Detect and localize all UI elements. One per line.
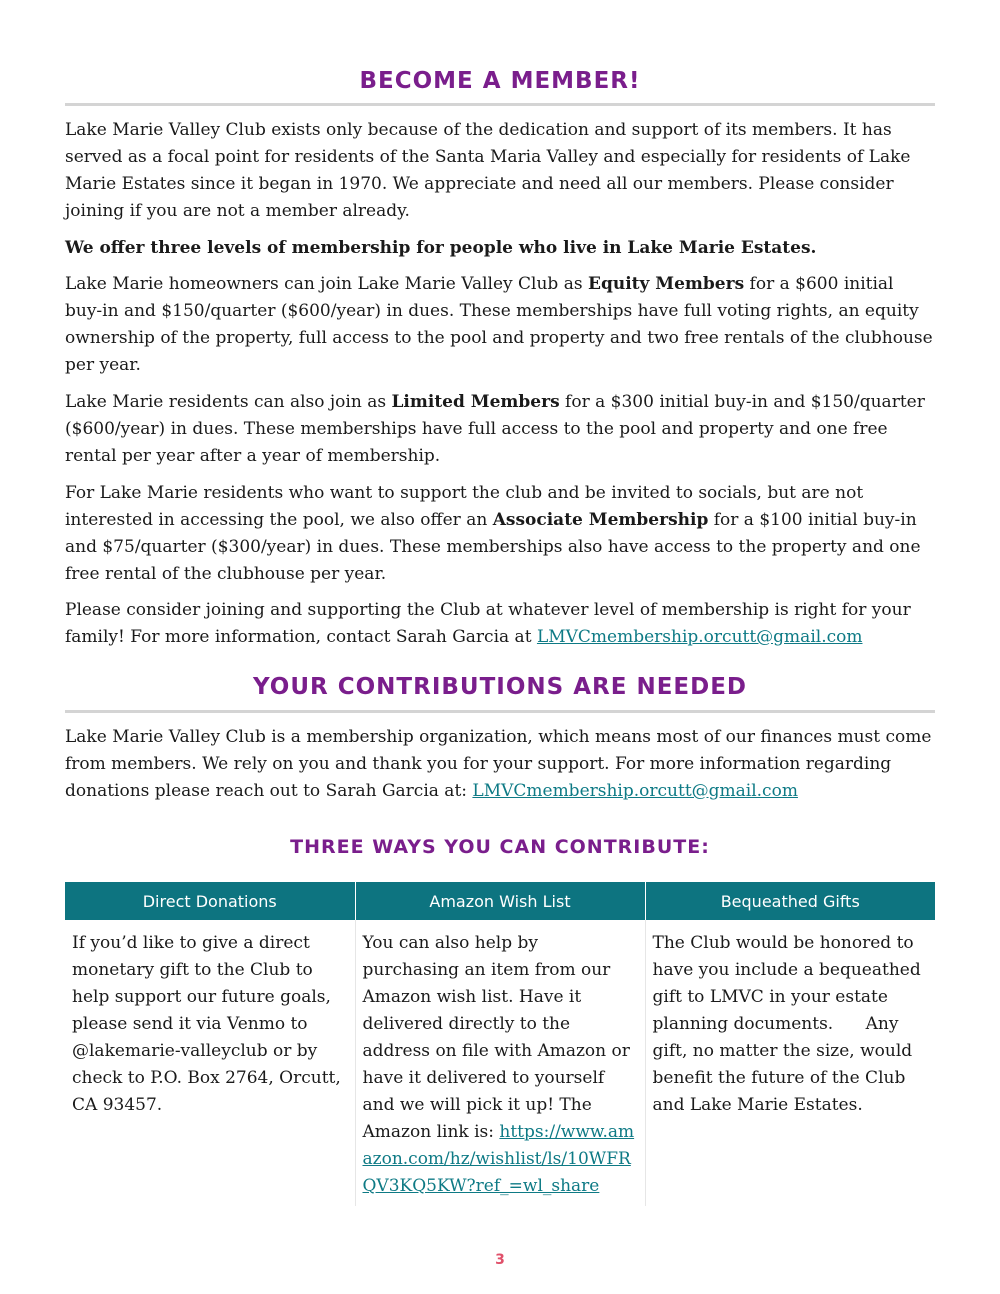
membership-closing-text: Please consider joining and supporting the Club at whatever level of membership is right for your family! For more information, contact Sarah Garcia at [65, 600, 911, 647]
amazon-wish-list-text: You can also help by purchasing an item from our Amazon wish list. Have it delivered directly to the address on file with Amazon or have it delivered to yourself and we will pick it up! The Amazon link is: [362, 933, 630, 1142]
bequeathed-gifts-cell: The Club would be honored to have you include a bequeathed gift to LMVC in your estate planning documents. Any gift, no matter the size, would benefit the future of the Club and Lake Marie Estates. [645, 920, 935, 1206]
contributions-heading: YOUR CONTRIBUTIONS ARE NEEDED [252, 674, 748, 700]
amazon-wish-list-cell [355, 920, 645, 1206]
table-header-row [65, 882, 935, 920]
membership-closing [65, 597, 935, 651]
contribution-ways-table [65, 882, 935, 1206]
associate-text-before: For Lake Marie residents who want to support the club and be invited to socials, but are not interested in accessing the pool, we also offer an [65, 483, 864, 530]
membership-heading-rule [65, 103, 935, 106]
equity-text-after: for a $600 initial buy-in and $150/quarter ($600/year) in dues. These memberships have full voting rights, an equity ownership of the property, full access to the pool and property and two free rentals of the clubhouse per year. [65, 274, 933, 375]
table-header-amazon-wish-list: Amazon Wish List [355, 882, 645, 920]
amazon-wishlist-link[interactable]: https://www.amazon.com/hz/wishlist/ls/10WFRQV3KQ5KW?ref_=wl_share [362, 1122, 635, 1196]
limited-paragraph [65, 389, 935, 470]
membership-email-link[interactable]: LMVCmembership.orcutt@gmail.com [536, 627, 863, 647]
associate-text-after: for a $100 initial buy-in and $75/quarter ($300/year) in dues. These memberships also have access to the property and one free rental of the clubhouse per year. [65, 510, 921, 584]
contributions-heading-rule [65, 710, 935, 713]
associate-term: Associate Membership [492, 510, 709, 530]
membership-heading: BECOME A MEMBER! [359, 68, 641, 94]
equity-text-before: Lake Marie homeowners can join Lake Marie Valley Club as [65, 274, 588, 294]
limited-term: Limited Members [391, 392, 560, 412]
membership-intro: Lake Marie Valley Club exists only because of the dedication and support of its members. It has served as a focal point for residents of the Santa Maria Valley and especially for residents of Lake Marie Estates since it began in 1970. We appreciate and need all our members. Please consider joining if you are not a member already. [65, 120, 911, 221]
contributions-subheading: THREE WAYS YOU CAN CONTRIBUTE: [290, 836, 710, 858]
limited-text-before: Lake Marie residents can also join as [65, 392, 392, 412]
equity-paragraph [65, 271, 935, 379]
table-header-direct-donations: Direct Donations [65, 882, 355, 920]
equity-term: Equity Members [587, 274, 745, 294]
limited-text-after: for a $300 initial buy-in and $150/quarter ($600/year) in dues. These memberships have full access to the pool and property and one free rental per year after a year of membership. [65, 392, 925, 466]
table-header-bequeathed-gifts: Bequeathed Gifts [645, 882, 935, 920]
table-row [65, 920, 935, 1206]
associate-paragraph [65, 480, 935, 588]
membership-levels-note-text: We offer three levels of membership for people who live in Lake Marie Estates. [65, 238, 817, 258]
contributions-intro [65, 724, 935, 805]
membership-levels-note [65, 235, 935, 262]
direct-donations-cell: If you’d like to give a direct monetary gift to the Club to help support our future goals, please send it via Venmo to @lakemarie-valleyclub or by check to P.O. Box 2764, Orcutt, CA 93457. [72, 933, 341, 1115]
contributions-intro-text: Lake Marie Valley Club is a membership organization, which means most of our finances must come from members. We rely on you and thank you for your support. For more information regarding donations please reach out to Sarah Garcia at: [65, 727, 932, 801]
page-number: 3 [495, 1252, 505, 1268]
contributions-email-link[interactable]: LMVCmembership.orcutt@gmail.com [472, 781, 798, 801]
